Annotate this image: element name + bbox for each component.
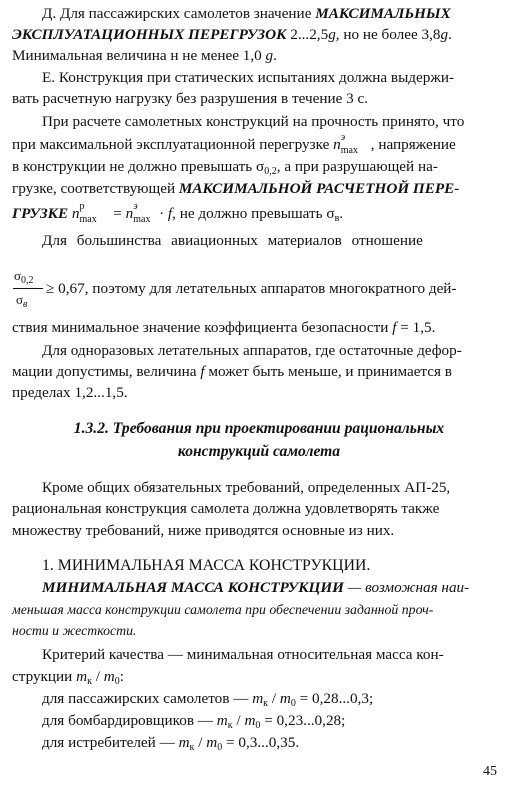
subscript: к [189,742,195,753]
symbol-m: m [279,690,291,707]
paragraph-requirements-line-1: Кроме общих обязательных требований, определенных АП-25, [42,479,451,496]
symbol-m: m [216,712,228,729]
subscript: 0 [290,698,296,709]
text: = 0,23...0,28; [260,712,346,729]
ratio-row-fighter [42,733,518,758]
text: / [194,734,207,751]
text: Д. Для пассажирских самолетов значение [42,5,316,22]
index-stack [133,201,155,225]
symbol-n: n [71,205,80,222]
paragraph-disposable-line-2 [12,362,518,382]
paragraph-materials-line-2 [46,279,518,299]
paragraph-disposable-line-3: пределах 1,2...1,5. [12,384,128,401]
paragraph-d-line-3 [12,46,518,66]
term-max-loads: МАКСИМАЛЬНЫХ [315,5,451,22]
term-overload: ГРУЗКЕ [12,205,69,222]
text: при максимальной эксплуатационной перегрузке [12,136,334,153]
definition-line-1 [42,578,518,598]
subscript: 0 [114,676,120,687]
text: грузке, соответствующей [12,180,179,197]
symbol-m: m [103,668,115,685]
text: . [339,205,344,222]
definition-line-3: ности и жесткости. [12,623,137,638]
text: в конструкции не должно превышать σ [12,158,265,175]
paragraph-d-line-2 [12,25,518,45]
text: струкции [12,668,77,685]
subscript: max [133,214,151,225]
subsection-title: 1. МИНИМАЛЬНАЯ МАССА КОНСТРУКЦИИ. [42,557,371,574]
subscript: к [263,698,269,709]
symbol-f: f [167,205,173,222]
sigma: σ [16,292,24,307]
term-min-structure-mass: МИНИМАЛЬНАЯ МАССА КОНСТРУКЦИИ [42,579,344,596]
paragraph-strength-line-1: При расчете самолетных конструкций на прочность принято, что [42,113,465,130]
symbol-g: g [328,26,336,43]
page-number: 45 [483,764,497,779]
text: = 1,5. [396,319,436,336]
superscript: э [340,132,346,143]
definition-line-2: меньшая масса конструкции самолета при обеспечении заданной проч- [12,602,434,617]
paragraph-strength-line-4 [12,179,518,199]
subscript: 0,2 [21,275,34,286]
paragraph-materials-line-3 [12,318,518,338]
subscript: 0,2 [264,166,277,177]
symbol-m: m [244,712,256,729]
subscript: к [87,676,92,687]
section-heading-line-2: конструкций самолета [177,443,341,460]
text: — возможная наи- [343,579,470,596]
symbol-g: g [265,47,274,64]
paragraph-strength-line-5 [12,201,518,229]
symbol-m: m [76,668,88,685]
paragraph-materials-line-1: Для большинства авиационных материалов отношение [42,232,423,249]
text: для пассажирских самолетов — [42,690,253,707]
text: , но не более 3,8 [335,26,441,43]
text: . [273,47,277,64]
section-heading-line-1: 1.3.2. Требования при проектировании рациональных [73,420,445,437]
ratio-value: ≥ 0,67 [46,280,85,297]
fraction-bar [13,288,43,289]
text: , а при разрушающей на- [276,158,438,175]
paragraph-d-line-1 [42,4,518,24]
superscript: p [79,201,85,212]
term-max-design-load: МАКСИМАЛЬНОЙ РАСЧЕТНОЙ ПЕРЕ- [178,180,460,197]
paragraph-requirements-line-3: множеству требований, ниже приводятся основные из них. [12,522,395,539]
subscript: 0 [217,742,223,753]
symbol-m: m [206,734,218,751]
text: 2...2,5 [286,26,329,43]
symbol-n: n [333,136,341,153]
symbol-m: m [178,734,190,751]
index-stack [79,201,110,225]
symbol-f: f [392,319,397,336]
text: · [155,205,168,222]
subscript: к [227,720,233,731]
text: мации допустимы, величина [12,363,201,380]
paragraph-disposable-line-1: Для одноразовых летательных аппаратов, где остаточные дефор- [42,342,462,359]
subscript: в [334,213,340,224]
symbol-f: f [200,363,205,380]
text: / [268,690,280,707]
index-stack [340,132,371,156]
text: / [232,712,245,729]
sigma: σ [14,268,22,283]
subscript: в [23,299,28,310]
superscript: э [133,201,138,212]
text: может быть меньше, и принимается в [204,363,452,380]
subscript: 0 [255,720,261,731]
text: для истребителей — [42,734,179,751]
text: = 0,3...0,35. [222,734,300,751]
text: , напряжение [370,136,456,153]
paragraph-e-line-1: Е. Конструкция при статических испытаниях должна выдержи- [42,69,455,86]
text: . [448,26,452,43]
symbol-m: m [252,690,264,707]
text: = 0,28...0,3; [295,690,374,707]
fraction-denominator [16,292,27,310]
paragraph-e-line-2: вать расчетную нагрузку без разрушения в течение 3 с. [12,90,369,107]
paragraph-strength-line-2 [12,132,518,156]
term-operational-overloads: ЭКСПЛУАТАЦИОННЫХ ПЕРЕГРУЗОК [12,26,287,43]
text: : [119,668,124,685]
symbol-n: n [125,205,134,222]
ratio-fraction [10,268,46,318]
paragraph-requirements-line-2: рациональная конструкция самолета должна удовлетворять также [12,500,440,517]
subscript: max [79,214,97,225]
text: / [91,668,104,685]
text: , поэтому для летательных аппаратов многократного дей- [84,280,457,297]
text: ствия минимальное значение коэффициента безопасности [12,319,393,336]
text: Минимальная величина н не менее 1,0 [12,47,266,64]
subscript: max [340,145,358,156]
text: для бомбардировщиков — [42,712,217,729]
text: = [109,205,126,222]
text: , не должно превышать σ [172,205,335,222]
criterion-line-1: Критерий качества — минимальная относительная масса кон- [42,646,444,663]
symbol-g: g [440,26,449,43]
fraction-numerator [14,268,34,286]
